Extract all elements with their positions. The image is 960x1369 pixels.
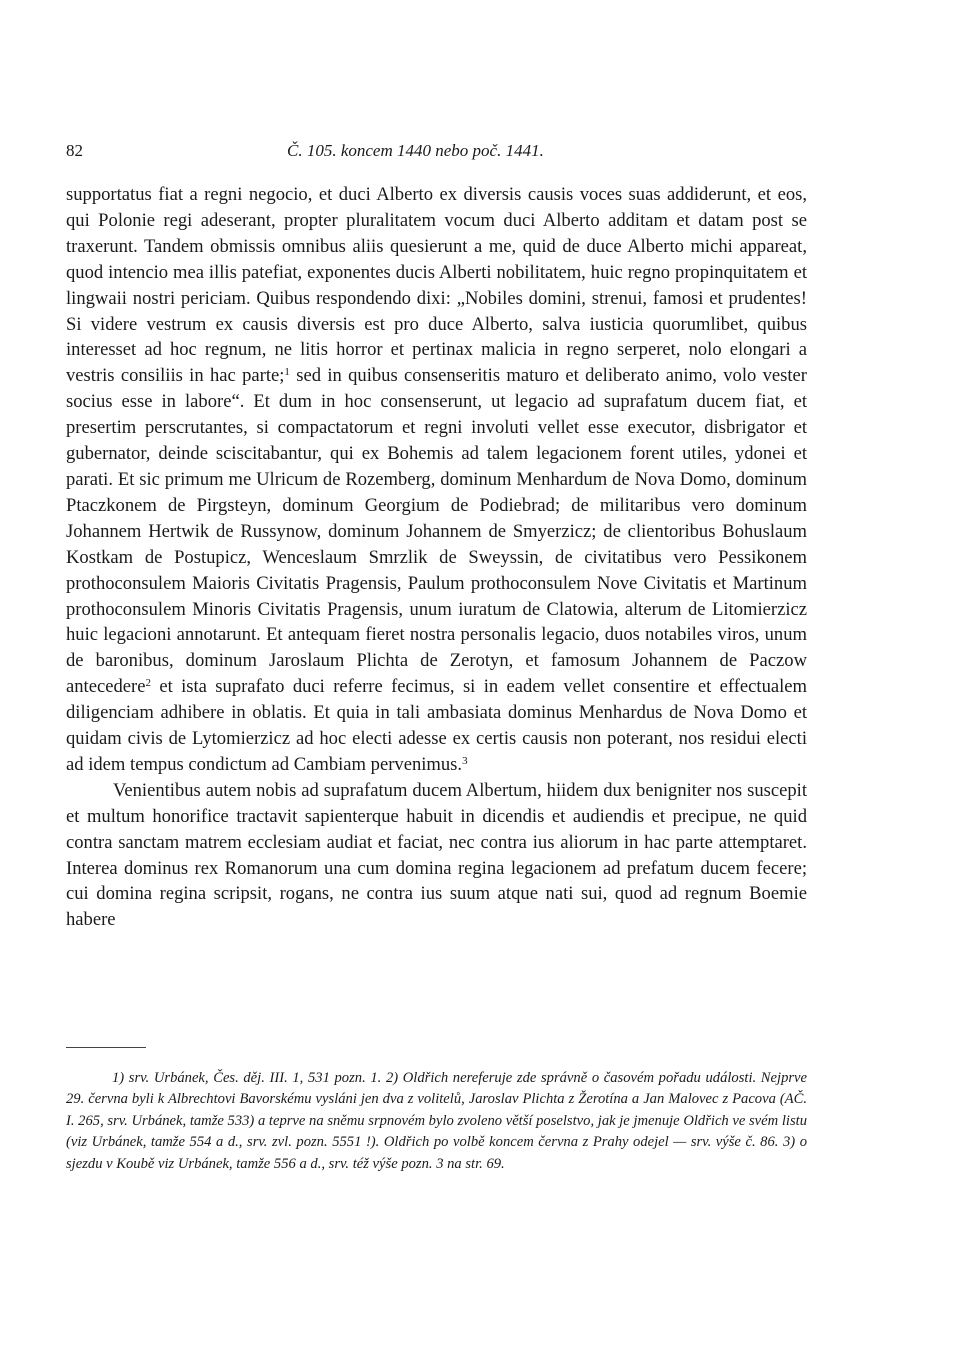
paragraph-1-part-b: sed in quibus consenseritis maturo et deliberato animo, volo vester socius esse in labore“. Et dum in hoc consenserunt, ut legacio ad suprafatum ducem fiat, et presertim perscrutantes, si compactatorum et regni involuti vellet esse executor, disbrigator et gubernator, deinde sciscitabantur, qui ex Bohemis ad talem legacionem forent utiles, ydonei et parati. Et sic primum me Ulricum de Rozemberg, dominum Menhardum de Nova Domo, dominum Ptaczkonem de Pirgsteyn, dominum Georgium de Podiebrad; de militaribus vero dominum Johannem Hertwik de Russynow, dominum Johannem de Smyerzicz; de clientoribus Bohuslaum Kostkam de Postupicz, Wenceslaum Smrzlik de Sweyssin, de civitatibus vero Pessikonem prothoconsulem Maioris Civitatis Pragensis, Paulum prothoconsulem Nove Civitatis et Martinum prothoconsulem Minoris Civitatis Pragensis, unum iuratum de Clatowia, alterum de Litomierzicz huic legacioni annotarunt. Et antequam fieret nostra personalis legacio, duos notabiles viros, unum de baronibus, dominum Jaroslaum Plichta de Zerotyn, et famosum Johannem de Paczow antecedere xyxy=(66,365,807,698)
running-head xyxy=(66,141,807,165)
page-number: 82 xyxy=(66,141,83,160)
body-text xyxy=(66,182,807,933)
paragraph-2: Venientibus autem nobis ad suprafatum ducem Albertum, hiidem dux benigniter nos suscepit et multum honorifice tractavit sapienterque habuit in dicendis et audiendis et precipue, ne quid contra sanctam matrem ecclesiam audiat et faciat, nec contra ius aliorum in hac parte attemptaret. Interea dominus rex Romanorum una cum domina regina legacionem ad prefatum ducem fecere; cui domina regina scripsit, rogans, ne contra ius suum atque nati sui, quod ad regnum Boemie habere xyxy=(66,779,807,931)
paragraph-1-part-a: supportatus fiat a regni negocio, et duci Alberto ex diversis causis voces suas addiderunt, et eos, qui Polonie regi adeserant, propter pluralitatem vocum duci Alberto additam et datam post se traxerunt. Tandem obmissis omnibus aliis quesierunt a me, quid de duce Alberto michi appareat, quod intencio mea illis patefiat, exponentes ducis Alberti nobilitatem, huic regno propinquitatem et lingwaii nostri periciam. Quibus respondendo dixi: „Nobiles domini, strenui, famosi et prudentes! Si videre vestrum ex causis diversis est pro duce Alberto, salva iusticia quorumlibet, quibus interesset ad hoc regnum, ne litis horror et pertinax malicia in regno serperet, nolo elongari a vestris consiliis in hac parte; xyxy=(66,184,807,387)
footnote-ref-1: 1 xyxy=(284,366,290,379)
paragraph-1 xyxy=(66,182,807,778)
footnote-ref-2: 2 xyxy=(145,677,151,690)
running-title: Č. 105. koncem 1440 nebo poč. 1441. xyxy=(287,141,544,160)
footnotes: 1) srv. Urbánek, Čes. děj. III. 1, 531 pozn. 1. 2) Oldřich nereferuje zde správně o časovém pořadu události. Nejprve 29. června byli k Albrechtovi Bavorskému vysláni jen dva z volitelů, Jaroslav Plichta z Žerotína a Jan Malovec z Pacova (AČ. I. 265, srv. Urbánek, tamže 533) a teprve na sněmu srpnovém bylo zvoleno větší poselstvo, jak je jmenuje Oldřich ve svém listu (viz Urbánek, tamže 554 a d., srv. zvl. pozn. 5551 !). Oldřich po volbě koncem června z Prahy odejel — srv. výše č. 86. 3) o sjezdu v Koubě viz Urbánek, tamže 556 a d., srv. též výše pozn. 3 na str. 69. xyxy=(66,1070,807,1172)
footnote-ref-3: 3 xyxy=(462,754,468,767)
paragraph-1-part-c: et ista suprafato duci referre fecimus, si in eadem vellet consentire et effectualem diligenciam adhibere in oblatis. Et quia in tali ambasiata dominus Menhardus de Nova Domo et quidam civis de Lytomierzicz ad hoc electi adesse ex certis causis non poterant, nos residui electi ad idem tempus condictum ad Cambiam pervenimus. xyxy=(66,676,807,775)
footnote-separator xyxy=(66,1047,146,1048)
